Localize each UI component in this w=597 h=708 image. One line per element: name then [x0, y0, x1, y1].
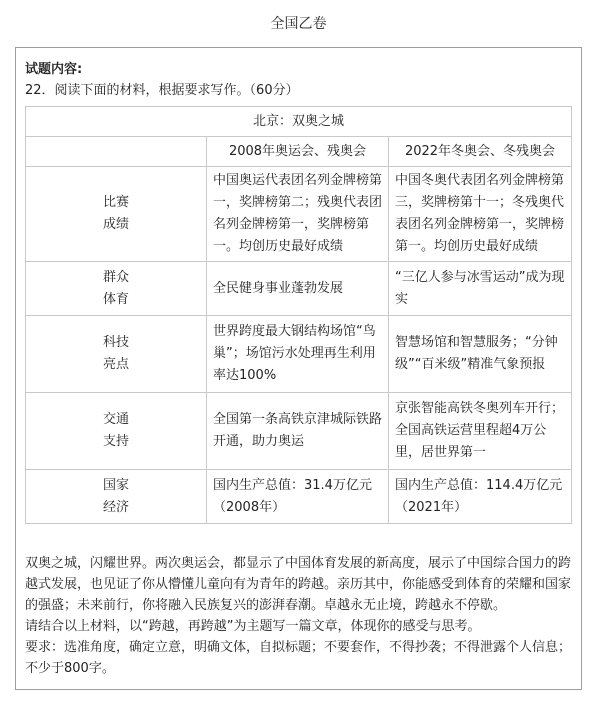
exam-question-box	[15, 47, 582, 690]
section-label: 试题内容:	[25, 62, 83, 77]
row-label: 交通 支持	[26, 393, 207, 470]
table-row	[26, 393, 572, 470]
material-paragraph: 双奥之城，闪耀世界。两次奥运会，都显示了中国体育发展的新高度，展示了中国综合国力的跨越式发展，也见证了你从懵懂儿童向有为青年的跨越。亲历其中，你能感受到体育的荣耀和国家的强盛；未来前行，你将融入民族复兴的澎湃春潮。卓越永无止境，跨越永不停歇。	[25, 556, 572, 613]
page-title: 全国乙卷	[270, 16, 327, 32]
column-header-2008: 2008年奥运会、残奥会	[207, 137, 389, 167]
table-cell: 中国奥运代表团名列金牌榜第一，奖牌榜第二；残奥代表团名列金牌榜第一，奖牌榜第一。均创历史最好成绩	[207, 167, 389, 262]
table-cell: 京张智能高铁冬奥列车开行；全国高铁运营里程超4万公里，居世界第一	[389, 393, 572, 470]
table-cell: 全国第一条高铁京津城际铁路开通，助力奥运	[207, 393, 389, 470]
table-cell: 国内生产总值：114.4万亿元（2021年）	[389, 470, 572, 524]
essay-instructions	[25, 553, 575, 679]
material-table	[25, 106, 572, 524]
task-paragraph: 请结合以上材料，以“跨越，再跨越”为主题写一篇文章，体现你的感受与思考。	[25, 619, 481, 634]
requirements-paragraph: 要求：选准角度，确定立意，明确文体，自拟标题；不要套作，不得抄袭；不得泄露个人信息；不少于800字。	[25, 640, 572, 676]
table-cell: 智慧场馆和智慧服务；“分钟级”“百米级”精准气象预报	[389, 316, 572, 393]
table-row	[26, 167, 572, 262]
question-prompt: 22．阅读下面的材料，根据要求写作。（60分）	[25, 83, 299, 98]
table-row	[26, 262, 572, 316]
row-label: 比赛 成绩	[26, 167, 207, 262]
row-label: 群众 体育	[26, 262, 207, 316]
row-label: 国家 经济	[26, 470, 207, 524]
table-cell: 全民健身事业蓬勃发展	[207, 262, 389, 316]
table-row	[26, 470, 572, 524]
table-cell: 世界跨度最大钢结构场馆“鸟巢”；场馆污水处理再生利用率达100%	[207, 316, 389, 393]
table-cell: “三亿人参与冰雪运动”成为现实	[389, 262, 572, 316]
table-caption: 北京：双奥之城	[26, 107, 572, 137]
column-header-2022: 2022年冬奥会、冬残奥会	[389, 137, 572, 167]
table-cell: 国内生产总值：31.4万亿元（2008年）	[207, 470, 389, 524]
row-label: 科技 亮点	[26, 316, 207, 393]
table-row	[26, 316, 572, 393]
table-corner-cell	[26, 137, 207, 167]
table-cell: 中国冬奥代表团名列金牌榜第三，奖牌榜第十一；冬残奥代表团名列金牌榜第一，奖牌榜第一。均创历史最好成绩	[389, 167, 572, 262]
